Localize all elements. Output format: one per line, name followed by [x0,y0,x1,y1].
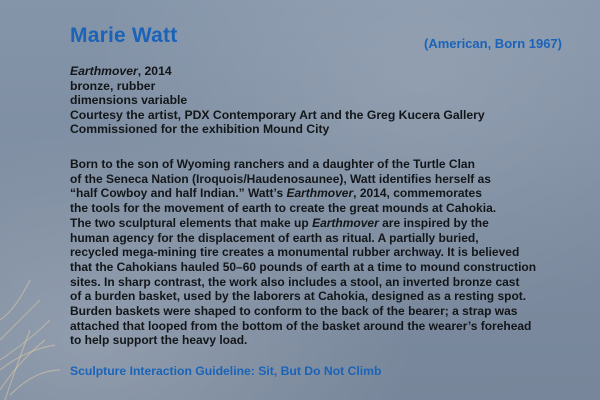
description-line: Born to the son of Wyoming ranchers and a daughter of the Turtle Clan [70,157,475,171]
artwork-description [70,157,536,348]
dry-grass-shadow [0,220,70,400]
artwork-title-line [70,64,485,79]
description-line: to help support the heavy load. [70,333,248,348]
description-text: , 2014, commemorates [353,186,482,201]
description-line: human agency for the displacement of earth as ritual. A partially buried, [70,230,479,245]
description-line: of the Seneca Nation (Iroquois/Haudenosaunee), Watt identifies herself as [70,171,491,186]
artwork-dimensions: dimensions variable [70,93,188,108]
description-artwork-title: Earthmover [312,215,379,230]
description-text: The two sculptural elements that make up [70,215,313,230]
description-line [70,216,536,231]
description-line: Burden baskets were shaped to conform to the back of the bearer; a strap was [70,304,518,319]
description-line: of a burden basket, used by the laborers at Cahokia, designed as a resting spot. [70,289,527,304]
interaction-guideline: Sculpture Interaction Guideline: Sit, But Do Not Climb [70,364,382,378]
artist-nationality: (American, Born 1967) [424,36,562,51]
description-artwork-title: Earthmover [286,186,354,201]
description-line: that the Cahokians hauled 50–60 pounds of earth at a time to mound construction [70,259,537,274]
description-text: “half Cowboy and half Indian.” Watt’s [70,186,287,201]
description-line: attached that looped from the bottom of the basket around the wearer’s forehead [70,318,532,333]
description-line: recycled mega-mining tire creates a monumental rubber archway. It is believed [70,245,520,260]
artwork-title: Earthmover [70,64,138,78]
description-text: are inspired by the [378,215,489,230]
description-line [70,186,536,201]
artwork-commission: Commissioned for the exhibition Mound City [70,122,330,137]
artwork-courtesy: Courtesy the artist, PDX Contemporary Art and the Greg Kucera Gallery [70,107,485,122]
description-line: the tools for the movement of earth to create the great mounds at Cahokia. [70,201,497,216]
artwork-year: , 2014 [137,64,172,78]
artwork-credits [70,64,485,137]
description-line: sites. In sharp contrast, the work also includes a stool, an inverted bronze cast [70,274,520,289]
artist-name: Marie Watt [70,24,178,47]
artwork-materials: bronze, rubber [70,78,156,93]
